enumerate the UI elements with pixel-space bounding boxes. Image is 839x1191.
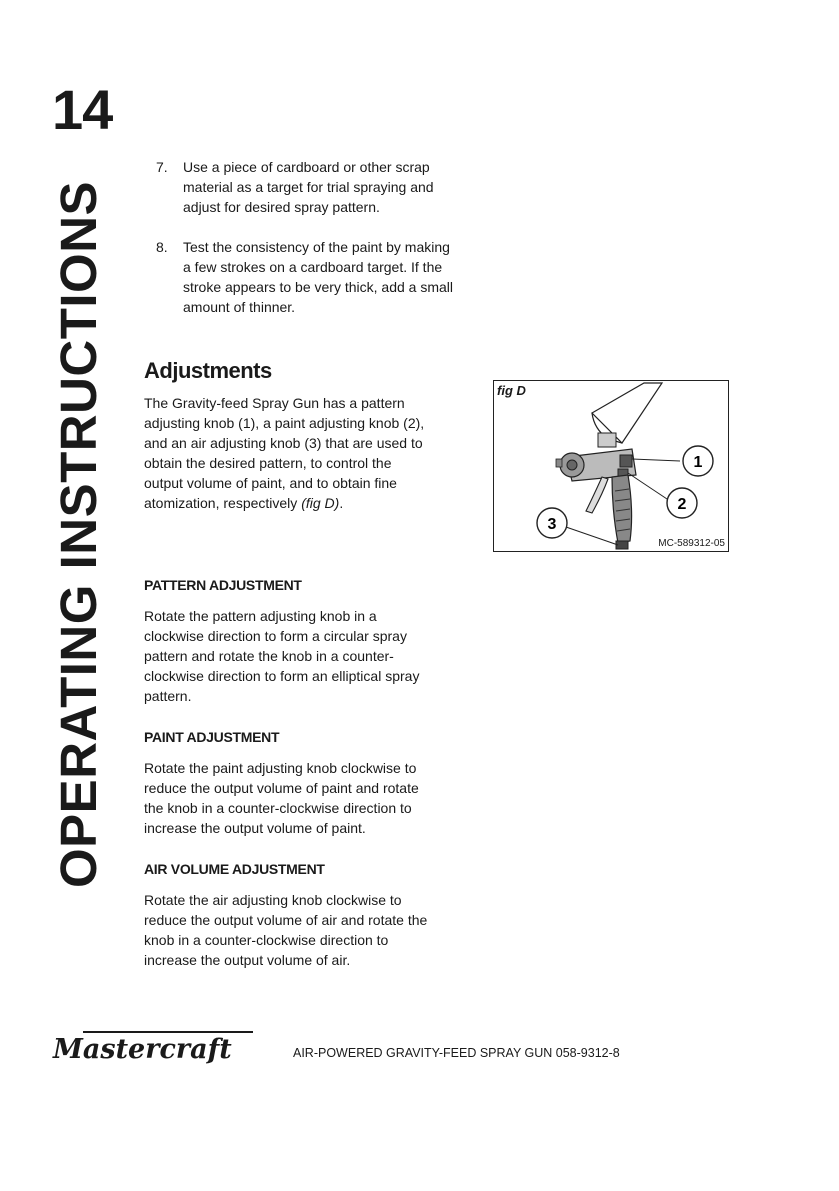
intro-text: The Gravity-feed Spray Gun has a pattern adjusting knob (1), a paint adjusting knob (2), and an air adjusting knob (3) that are used to obtain the desired pattern, to control the output volume of paint, and to obtain fine atomization, respectively [144,395,425,511]
step-7 [156,157,456,217]
paint-adjustment-text: Rotate the paint adjusting knob clockwise to reduce the output volume of paint and rotate the knob in a counter-clockwise direction to increase the output volume of paint. [144,760,419,836]
figure-reference: (fig D) [301,495,340,511]
step-number: 7. [156,159,168,175]
step-text: Test the consistency of the paint by making a few strokes on a cardboard target. If the stroke appears to be very thick, add a small amount of thinner. [183,239,454,315]
spray-gun-illustration [494,381,730,553]
adjustments-heading: Adjustments [144,358,272,383]
step-number: 8. [156,239,168,255]
pattern-adjustment-heading: PATTERN ADJUSTMENT [144,577,302,593]
step-text: Use a piece of cardboard or other scrap material as a target for trial spraying and adjust for desired spray pattern. [183,159,434,215]
adjustments-intro [144,393,434,513]
air-volume-adjustment-text: Rotate the air adjusting knob clockwise to reduce the output volume of air and rotate the knob in a counter-clockwise direction to increase the output volume of air. [144,892,428,968]
intro-end: . [339,495,344,511]
figure-code: MC-589312-05 [658,538,725,549]
paint-adjustment-heading: PAINT ADJUSTMENT [144,729,280,745]
air-volume-adjustment-heading: AIR VOLUME ADJUSTMENT [144,861,325,877]
step-8 [156,237,456,317]
pattern-adjustment-text: Rotate the pattern adjusting knob in a clockwise direction to form a circular spray pattern and rotate the knob in a counter-clockwise direction to form an elliptical spray pattern. [144,608,420,704]
figure-d [493,380,729,552]
footer-product: AIR-POWERED GRAVITY-FEED SPRAY GUN 058-9312-8 [293,1046,620,1060]
callout-1-label: 1 [693,454,703,471]
page-number: 14 [52,78,113,141]
callout-2-label: 2 [677,496,687,513]
figure-label: fig D [497,383,526,398]
brand-logo: Mastercraft [53,1034,232,1065]
section-title-vertical: OPERATING INSTRUCTIONS [50,180,107,888]
callout-3-label: 3 [547,516,557,533]
